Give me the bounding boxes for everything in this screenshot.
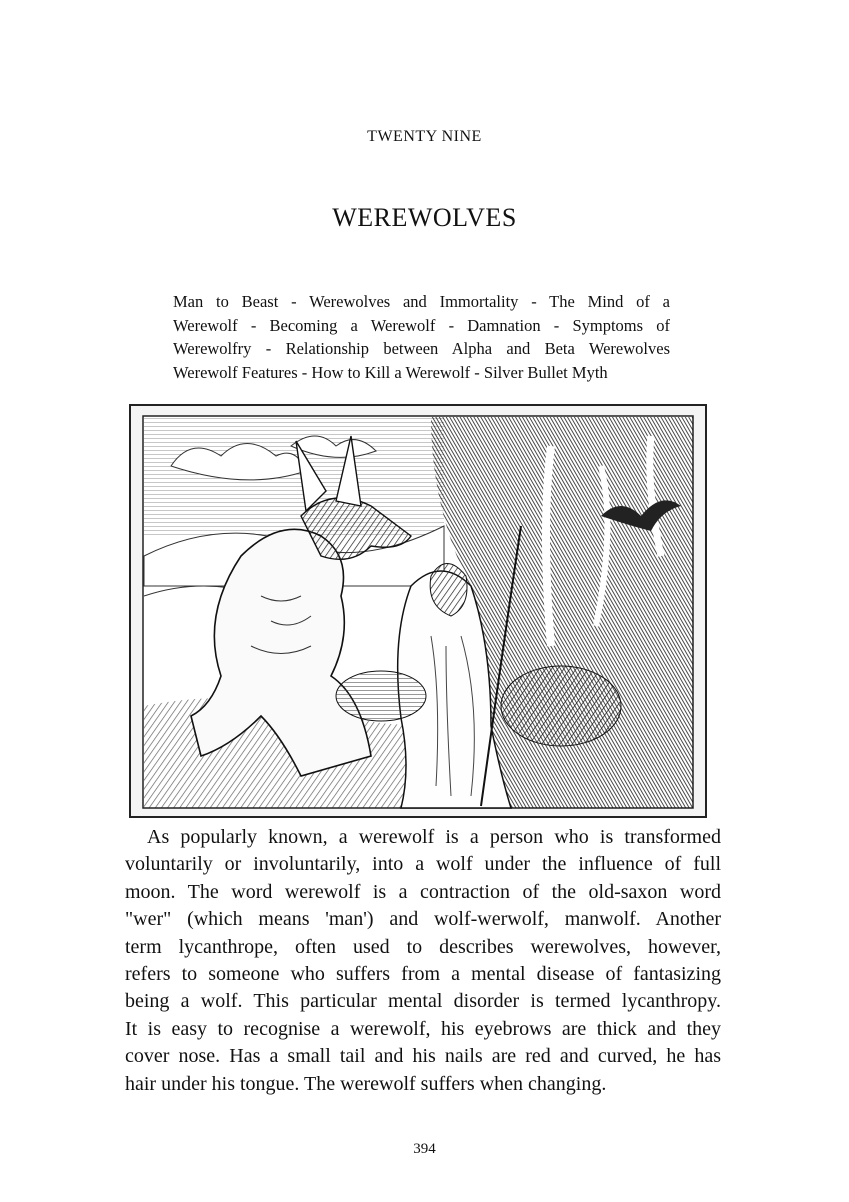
body-line: voluntarily or involuntarily, into a wolf under the influence of full — [125, 853, 721, 876]
topics-line: Werewolf Features - How to Kill a Werewolf - Silver Bullet Myth — [173, 362, 608, 382]
body-line: refers to someone who suffers from a mental disease of fantasizing — [125, 963, 721, 986]
body-paragraph — [125, 824, 721, 1098]
body-line: hair under his tongue. The werewolf suffers when changing. — [125, 1072, 607, 1095]
topics-line: Werewolfry - Relationship between Alpha and Beta Werewolves — [173, 339, 670, 358]
body-line: As popularly known, a werewolf is a person who is transformed — [147, 826, 721, 848]
chapter-number: TWENTY NINE — [367, 128, 482, 145]
body-line: "wer" (which means 'man') and wolf-werwolf, manwolf. Another — [125, 908, 721, 931]
werewolf-engraving-illustration — [129, 404, 707, 818]
chapter-topics — [173, 290, 670, 384]
body-line: It is easy to recognise a werewolf, his eyebrows are thick and they — [125, 1017, 721, 1040]
body-line: being a wolf. This particular mental disorder is termed lycanthropy. — [125, 990, 721, 1013]
topics-line: Man to Beast - Werewolves and Immortality - The Mind of a — [173, 292, 670, 311]
chapter-title: WEREWOLVES — [332, 203, 517, 232]
body-line: term lycanthrope, often used to describes werewolves, however, — [125, 935, 721, 958]
page-number: 394 — [413, 1141, 436, 1157]
body-line: moon. The word werewolf is a contraction of the old-saxon word — [125, 880, 721, 903]
illustration-artwork — [131, 406, 705, 816]
topics-line: Werewolf - Becoming a Werewolf - Damnation - Symptoms of — [173, 315, 670, 335]
body-line: cover nose. Has a small tail and his nails are red and curved, he has — [125, 1045, 721, 1068]
